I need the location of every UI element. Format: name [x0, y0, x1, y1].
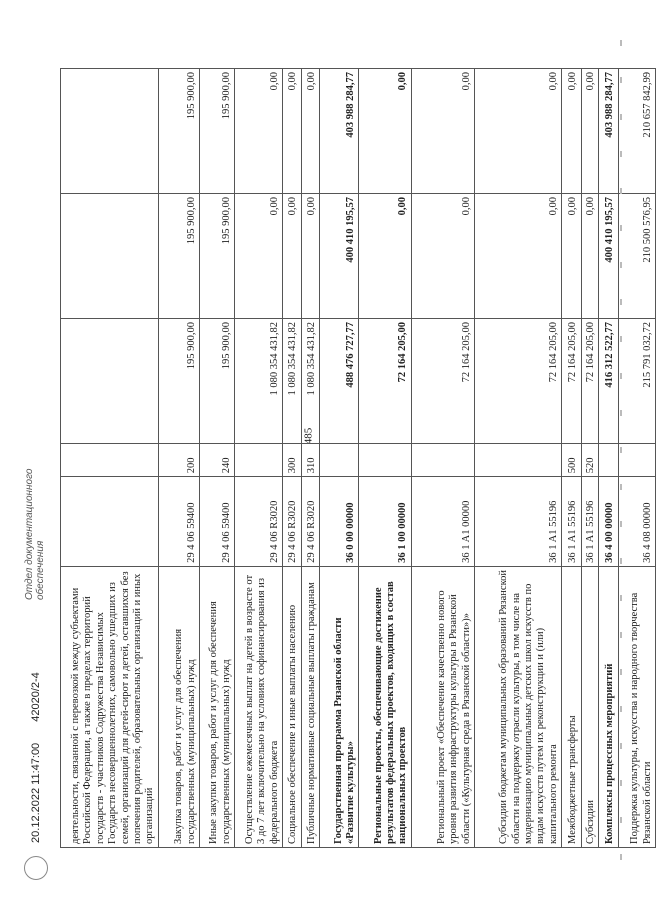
cell-amount-2023: 0,00	[411, 194, 474, 319]
table-row	[61, 69, 159, 848]
cell-amount-2023: 0,00	[562, 194, 582, 319]
cell-amount-2024	[61, 69, 159, 194]
cell-code	[61, 477, 159, 567]
cell-code: 36 1 A1 55196	[562, 477, 582, 567]
cell-amount-2023: 0,00	[359, 194, 411, 319]
table-row	[474, 69, 561, 848]
cell-code: 29 4 06 R3020	[235, 477, 283, 567]
cell-amount-2022: 215 791 032,72	[618, 318, 655, 443]
footer-dept-line1: Отдел документационного	[24, 468, 35, 600]
cell-vr	[411, 443, 474, 476]
scan-mark	[620, 225, 622, 231]
cell-code: 36 4 08 00000	[618, 477, 655, 567]
cell-name: Публичные нормативные социальные выплаты гражданам	[301, 566, 320, 847]
cell-amount-2024: 210 657 842,99	[618, 69, 655, 194]
scan-mark	[620, 40, 622, 46]
page-number: 485	[302, 427, 315, 445]
cell-name: Комплексы процессных мероприятий	[599, 566, 619, 847]
budget-table-body	[61, 69, 656, 848]
table-row	[359, 69, 411, 848]
footer	[24, 20, 64, 880]
cell-name: Поддержка культуры, искусства и народного творчества Рязанской области	[618, 566, 655, 847]
cell-vr	[474, 443, 561, 476]
cell-vr: 520	[581, 443, 598, 476]
scan-mark	[620, 521, 622, 527]
footer-dept-line2: обеспечения	[35, 540, 46, 600]
cell-amount-2022: 1 080 354 431,82	[235, 318, 283, 443]
cell-amount-2024: 0,00	[283, 69, 302, 194]
cell-amount-2024: 195 900,00	[200, 69, 235, 194]
budget-table-rotated	[60, 68, 656, 848]
table-row	[283, 69, 302, 848]
table-row	[235, 69, 283, 848]
cell-amount-2023: 400 410 195,57	[599, 194, 619, 319]
cell-vr	[359, 443, 411, 476]
scan-mark	[620, 77, 622, 83]
cell-amount-2022: 72 164 205,00	[581, 318, 598, 443]
scan-edge-marks	[608, 0, 638, 905]
cell-amount-2024: 0,00	[359, 69, 411, 194]
cell-code: 29 4 06 59400	[158, 477, 199, 567]
cell-amount-2022: 72 164 205,00	[474, 318, 561, 443]
cell-name: Межбюджетные трансферты	[562, 566, 582, 847]
scan-mark	[620, 151, 622, 157]
cell-amount-2023: 0,00	[235, 194, 283, 319]
cell-amount-2022: 1 080 354 431,82	[283, 318, 302, 443]
scan-mark	[620, 669, 622, 675]
table-row	[320, 69, 359, 848]
cell-amount-2024: 0,00	[581, 69, 598, 194]
footer-doc-id: 42020/2-4	[29, 672, 42, 722]
cell-code: 36 1 A1 55196	[474, 477, 561, 567]
scan-mark	[620, 410, 622, 416]
scan-mark	[620, 336, 622, 342]
cell-code: 29 4 06 R3020	[283, 477, 302, 567]
table-row	[562, 69, 582, 848]
cell-name: Иные закупки товаров, работ и услуг для обеспечения государственных (муниципальных) нужд	[200, 566, 235, 847]
cell-code: 36 1 A1 00000	[411, 477, 474, 567]
cell-code: 29 4 06 59400	[200, 477, 235, 567]
cell-vr: 200	[158, 443, 199, 476]
scan-mark	[620, 484, 622, 490]
scan-mark	[620, 595, 622, 601]
cell-amount-2023: 195 900,00	[200, 194, 235, 319]
scan-mark	[620, 447, 622, 453]
footer-dept	[24, 469, 46, 600]
cell-amount-2022: 72 164 205,00	[562, 318, 582, 443]
cell-amount-2023: 0,00	[581, 194, 598, 319]
cell-amount-2024: 0,00	[235, 69, 283, 194]
scan-mark	[620, 188, 622, 194]
footer-timestamp: 20.12.2022 11:47:00	[29, 742, 42, 843]
cell-name: деятельности, связанной с перевозкой между субъектами Российской Федерации, а также в пределах территорий государств - участников Содружества Независимых Государств несовершеннолетних, самовольно ушедших из семей, организаций для детей-сирот и детей, оставшихся без попечения родителей, образовательных организаций и иных организаций	[61, 566, 159, 847]
cell-name: Региональный проект «Обеспечение качественно нового уровня развития инфраструктуры культуры в Рязанской области («Культурная среда в Рязанской области»)»	[411, 566, 474, 847]
cell-code: 36 1 00 00000	[359, 477, 411, 567]
table-row	[581, 69, 598, 848]
cell-amount-2024: 0,00	[301, 69, 320, 194]
scan-mark	[620, 262, 622, 268]
cell-amount-2022: 488 476 727,77	[320, 318, 359, 443]
cell-amount-2024: 195 900,00	[158, 69, 199, 194]
cell-amount-2024: 0,00	[411, 69, 474, 194]
scan-mark	[620, 817, 622, 823]
cell-amount-2023: 0,00	[474, 194, 561, 319]
cell-amount-2024: 0,00	[474, 69, 561, 194]
cell-amount-2022: 72 164 205,00	[411, 318, 474, 443]
cell-name: Закупка товаров, работ и услуг для обеспечения государственных (муниципальных) нужд	[158, 566, 199, 847]
scan-mark	[620, 706, 622, 712]
table-row	[158, 69, 199, 848]
cell-amount-2023: 0,00	[283, 194, 302, 319]
cell-code: 36 4 00 00000	[599, 477, 619, 567]
table-row	[301, 69, 320, 848]
cell-name: Осуществление ежемесячных выплат на детей в возрасте от 3 до 7 лет включительно на условиях софинансирования из федерального бюджета	[235, 566, 283, 847]
cell-amount-2023: 400 410 195,57	[320, 194, 359, 319]
scan-mark	[620, 854, 622, 860]
cell-amount-2023: 210 500 576,95	[618, 194, 655, 319]
scan-mark	[620, 114, 622, 120]
table-row	[200, 69, 235, 848]
cell-amount-2022: 195 900,00	[200, 318, 235, 443]
scan-mark	[620, 373, 622, 379]
cell-amount-2024: 403 988 284,77	[320, 69, 359, 194]
cell-code: 36 0 00 00000	[320, 477, 359, 567]
scan-mark	[620, 743, 622, 749]
cell-amount-2023: 195 900,00	[158, 194, 199, 319]
cell-vr	[61, 443, 159, 476]
cell-vr: 310	[301, 443, 320, 476]
cell-vr	[320, 443, 359, 476]
cell-name: Социальное обеспечение и иные выплаты населению	[283, 566, 302, 847]
cell-name: Субсидии	[581, 566, 598, 847]
scan-mark	[620, 780, 622, 786]
cell-amount-2022: 72 164 205,00	[359, 318, 411, 443]
cell-vr: 500	[562, 443, 582, 476]
scan-mark	[620, 632, 622, 638]
cell-vr	[235, 443, 283, 476]
cell-code: 36 1 A1 55196	[581, 477, 598, 567]
cell-amount-2023	[61, 194, 159, 319]
cell-vr: 240	[200, 443, 235, 476]
cell-amount-2024: 0,00	[562, 69, 582, 194]
cell-vr: 300	[283, 443, 302, 476]
cell-amount-2022	[61, 318, 159, 443]
cell-amount-2024: 403 988 284,77	[599, 69, 619, 194]
cell-code: 29 4 06 R3020	[301, 477, 320, 567]
cell-name: Региональные проекты, обеспечивающие достижение результатов федеральных проектов, входящих в состав национальных проектов	[359, 566, 411, 847]
cell-amount-2022: 1 080 354 431,82	[301, 318, 320, 443]
stamp-icon	[24, 856, 48, 880]
cell-amount-2022: 416 312 522,77	[599, 318, 619, 443]
cell-amount-2023: 0,00	[301, 194, 320, 319]
table-row	[411, 69, 474, 848]
budget-table	[60, 68, 656, 848]
scan-mark	[620, 558, 622, 564]
cell-name: Государственная программа Рязанской области «Развитие культуры»	[320, 566, 359, 847]
cell-amount-2022: 195 900,00	[158, 318, 199, 443]
scan-mark	[620, 299, 622, 305]
cell-name: Субсидии бюджетам муниципальных образований Рязанской области на поддержку отрасли культуры, в том числе на модернизацию муниципальных детских школ искусств по видам искусств путем их реконструкции и (или) капитального ремонта	[474, 566, 561, 847]
